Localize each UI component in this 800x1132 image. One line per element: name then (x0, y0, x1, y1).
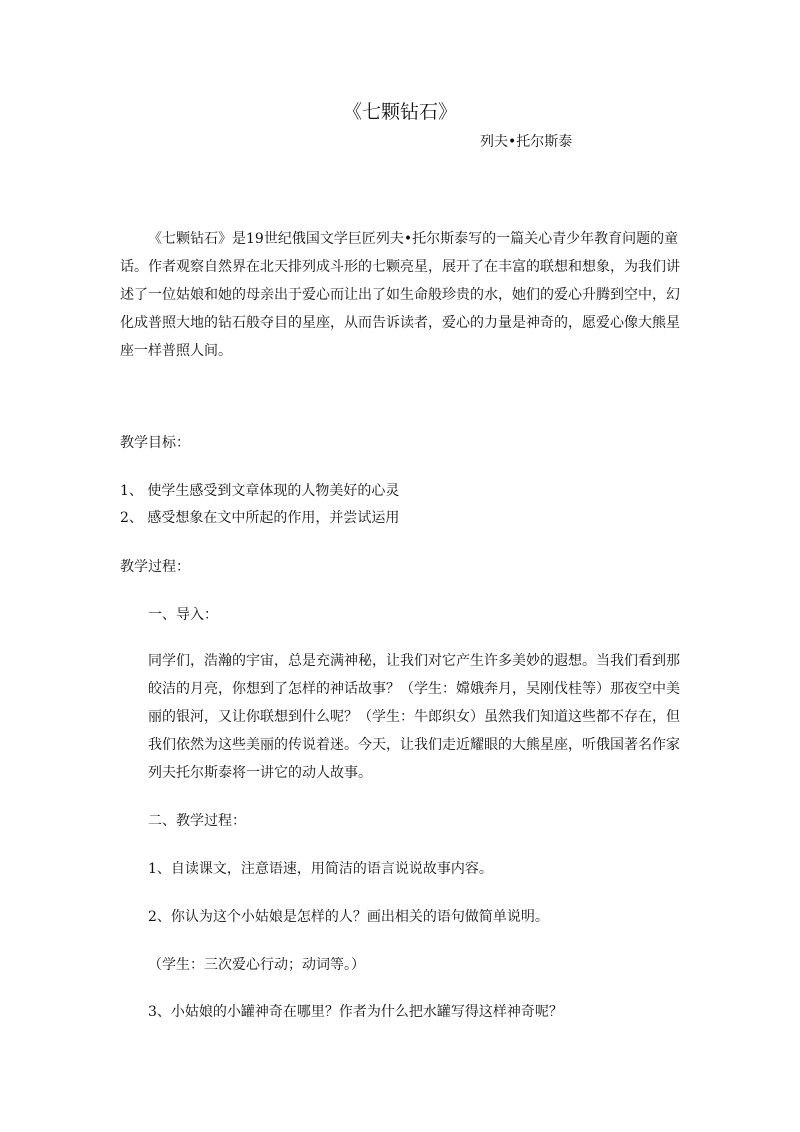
intro-paragraph: 《七颗钻石》是19世纪俄国文学巨匠列夫•托尔斯泰写的一篇关心青少年教育问题的童话。作者观察自然界在北天排列成斗形的七颗亮星，展开了在丰富的联想和想象，为我们讲述了一位姑娘和她的母亲出于爱心而让出了如生命般珍贵的水，她们的爱心升腾到空中，幻化成普照大地的钻石般夺目的星座，从而告诉读者，爱心的力量是神奇的，愿爱心像大熊星座一样普照人间。 (120, 231, 680, 359)
section2-heading: 二、教学过程： (148, 813, 246, 829)
step-item-2: 2、你认为这个小姑娘是怎样的人？画出相关的语句做简单说明。 (148, 909, 549, 925)
goals-heading: 教学目标： (120, 435, 190, 451)
step-item-1: 1、自读课文，注意语速，用简洁的语言说说故事内容。 (148, 861, 493, 877)
section1-paragraph: 同学们，浩瀚的宇宙，总是充满神秘，让我们对它产生许多美妙的遐想。当我们看到那皎洁的月亮，你想到了怎样的神话故事？（学生：嫦娥奔月，吴刚伐桂等）那夜空中美丽的银河，又让你联想到什么呢？（学生：牛郎织女）虽然我们知道这些都不存在，但我们依然为这些美丽的传说着迷。今天，让我们走近耀眼的大熊星座，听俄国著名作家列夫托尔斯泰将一讲它的动人故事。 (148, 653, 680, 781)
step-item-3: （学生：三次爱心行动；动词等。） (148, 957, 365, 973)
process-heading: 教学过程： (120, 559, 190, 575)
document-author: 列夫•托尔斯泰 (480, 134, 573, 150)
section1-heading: 一、导入： (148, 607, 218, 623)
document-title: 《七颗钻石》 (342, 101, 457, 123)
step-item-4: 3、小姑娘的小罐神奇在哪里？作者为什么把水罐写得这样神奇呢？ (148, 1004, 563, 1020)
goal-item-1: 1、 使学生感受到文章体现的人物美好的心灵 (120, 483, 400, 499)
goal-item-2: 2、 感受想象在文中所起的作用，并尝试运用 (120, 510, 400, 526)
